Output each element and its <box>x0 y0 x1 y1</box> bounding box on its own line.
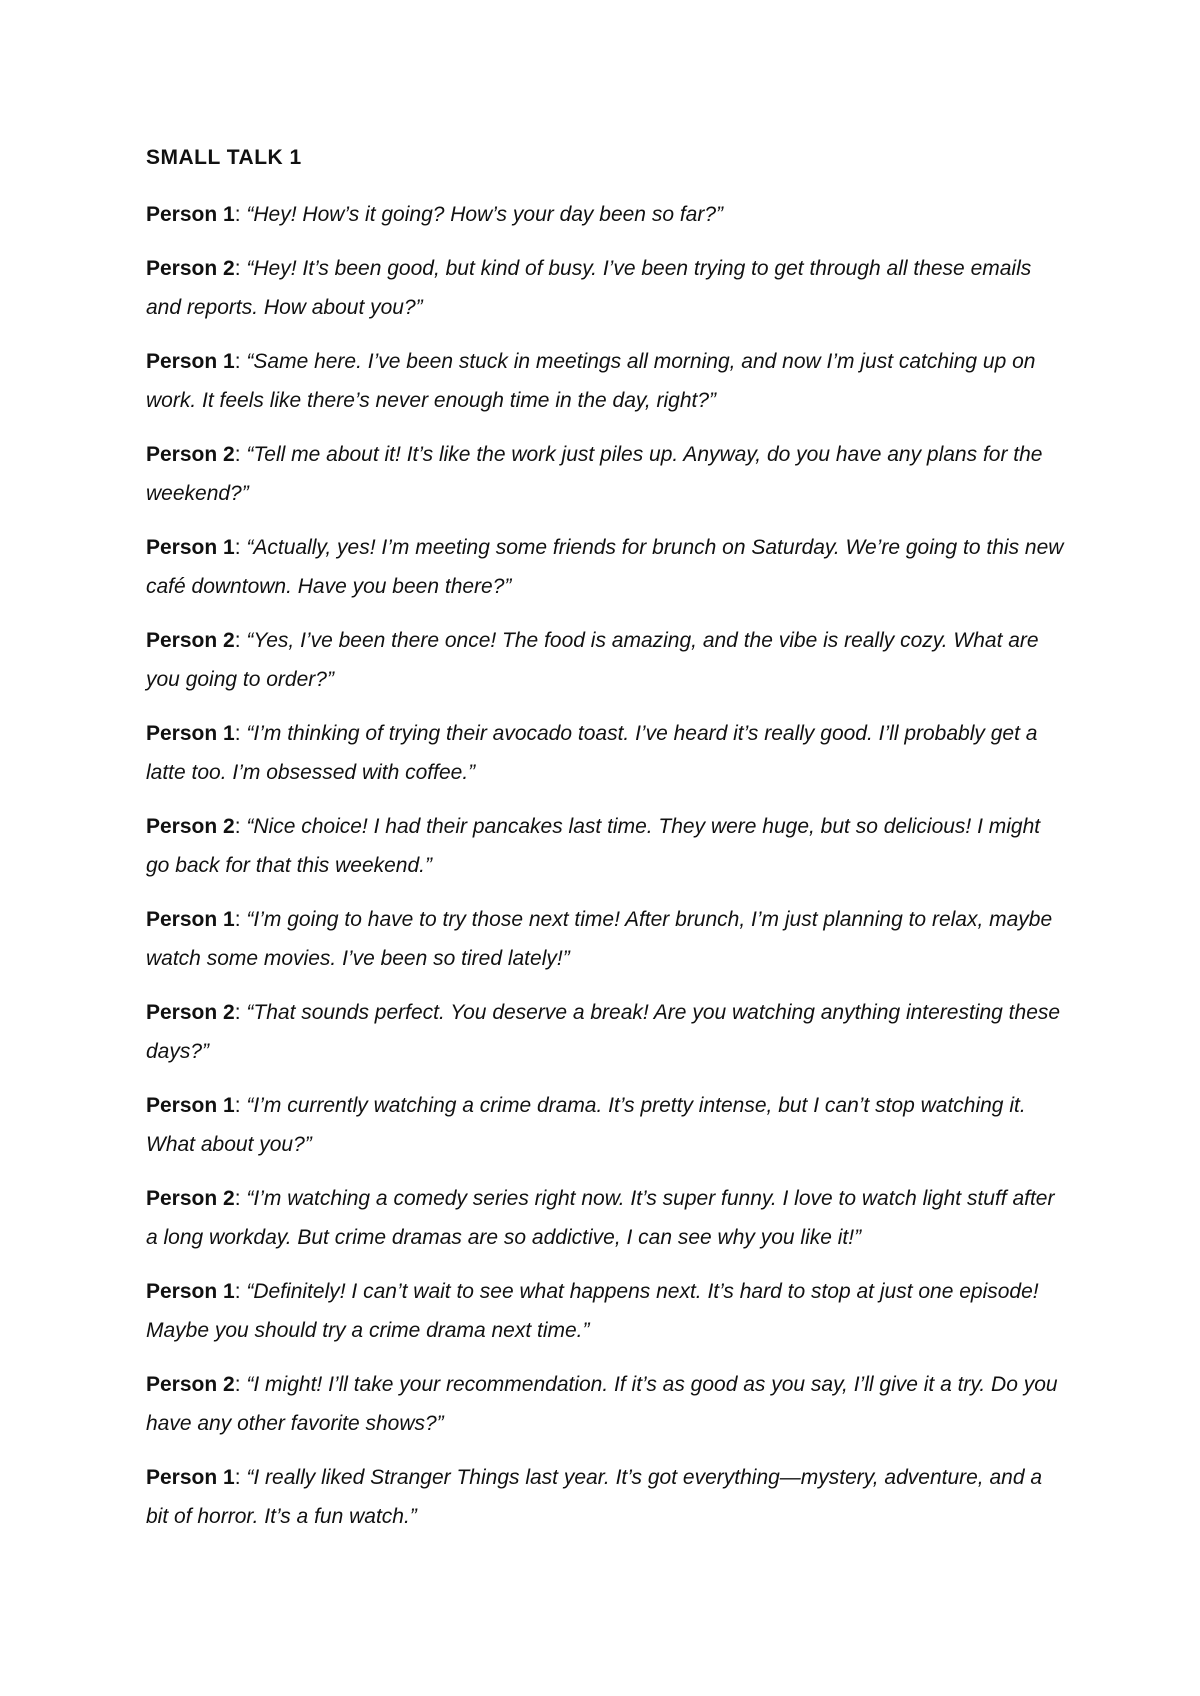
dialogue-turn: Person 1: “I’m currently watching a crime drama. It’s pretty intense, but I can’t stop watching it. What about you?” <box>146 1094 1026 1156</box>
dialogue-turn: Person 2: “Hey! It’s been good, but kind of busy. I’ve been trying to get through all these emails and reports. How about you?” <box>146 257 1032 319</box>
dialogue-text: “Tell me about it! It’s like the work just piles up. Anyway, do you have any plans for the weekend?” <box>146 443 1043 505</box>
dialogue-text: “Hey! How’s it going? How’s your day been so far?” <box>246 203 724 226</box>
speaker-name: Person 2 <box>146 443 235 466</box>
dialogue-text: “I’m watching a comedy series right now. It’s super funny. I love to watch light stuff after a long workday. But crime dramas are so addictive, I can see why you like it!” <box>146 1187 1055 1249</box>
speaker-name: Person 1 <box>146 350 235 373</box>
dialogue-turn: Person 1: “Actually, yes! I’m meeting some friends for brunch on Saturday. We’re going to this new café downtown. Have you been there?” <box>146 536 1064 598</box>
speaker-name: Person 2 <box>146 1187 235 1210</box>
speaker-name: Person 1 <box>146 1280 235 1303</box>
dialogue-turn: Person 1: “Hey! How’s it going? How’s your day been so far?” <box>146 203 724 226</box>
speaker-name: Person 1 <box>146 1094 235 1117</box>
dialogue-turn: Person 2: “Nice choice! I had their pancakes last time. They were huge, but so delicious! I might go back for that this weekend.” <box>146 815 1041 877</box>
dialogue-turn: Person 2: “Tell me about it! It’s like the work just piles up. Anyway, do you have any plans for the weekend?” <box>146 443 1043 505</box>
dialogue-text: “Actually, yes! I’m meeting some friends for brunch on Saturday. We’re going to this new café downtown. Have you been there?” <box>146 536 1064 598</box>
dialogue-turn: Person 1: “Same here. I’ve been stuck in meetings all morning, and now I’m just catching up on work. It feels like there’s never enough time in the day, right?” <box>146 350 1036 412</box>
speaker-name: Person 2 <box>146 257 235 280</box>
speaker-name: Person 2 <box>146 629 235 652</box>
dialogue-text: “I’m going to have to try those next time! After brunch, I’m just planning to relax, maybe watch some movies. I’ve been so tired lately!” <box>146 908 1053 970</box>
document-title: SMALL TALK 1 <box>146 146 302 169</box>
dialogue-text: “That sounds perfect. You deserve a break! Are you watching anything interesting these days?” <box>146 1001 1061 1063</box>
dialogue-text: “Same here. I’ve been stuck in meetings all morning, and now I’m just catching up on work. It feels like there’s never enough time in the day, right?” <box>146 350 1036 412</box>
dialogue-turn: Person 1: “I’m going to have to try those next time! After brunch, I’m just planning to relax, maybe watch some movies. I’ve been so tired lately!” <box>146 908 1053 970</box>
dialogue-text: “I might! I’ll take your recommendation. If it’s as good as you say, I’ll give it a try. Do you have any other favorite shows?” <box>146 1373 1058 1435</box>
speaker-name: Person 2 <box>146 1373 235 1396</box>
speaker-name: Person 1 <box>146 203 235 226</box>
speaker-name: Person 1 <box>146 722 235 745</box>
dialogue-turn: Person 2: “That sounds perfect. You deserve a break! Are you watching anything interesting these days?” <box>146 1001 1061 1063</box>
dialogue-text: “Yes, I’ve been there once! The food is amazing, and the vibe is really cozy. What are you going to order?” <box>146 629 1039 691</box>
dialogue-turn: Person 1: “Definitely! I can’t wait to see what happens next. It’s hard to stop at just one episode! Maybe you should try a crime drama next time.” <box>146 1280 1039 1342</box>
dialogue-text: “Nice choice! I had their pancakes last time. They were huge, but so delicious! I might go back for that this weekend.” <box>146 815 1041 877</box>
dialogue-text: “I’m currently watching a crime drama. It’s pretty intense, but I can’t stop watching it. What about you?” <box>146 1094 1026 1156</box>
dialogue-turn: Person 2: “Yes, I’ve been there once! The food is amazing, and the vibe is really cozy. What are you going to order?” <box>146 629 1039 691</box>
dialogue-text: “Hey! It’s been good, but kind of busy. I’ve been trying to get through all these emails and reports. How about you?” <box>146 257 1032 319</box>
speaker-name: Person 2 <box>146 1001 235 1024</box>
dialogue-text: “I’m thinking of trying their avocado toast. I’ve heard it’s really good. I’ll probably get a latte too. I’m obsessed with coffee.” <box>146 722 1038 784</box>
speaker-name: Person 1 <box>146 536 235 559</box>
dialogue-turn: Person 2: “I might! I’ll take your recommendation. If it’s as good as you say, I’ll give it a try. Do you have any other favorite shows?” <box>146 1373 1058 1435</box>
document-body <box>146 143 1066 1551</box>
dialogue-turn: Person 1: “I really liked Stranger Things last year. It’s got everything—mystery, adventure, and a bit of horror. It’s a fun watch.” <box>146 1466 1043 1528</box>
dialogue-text: “I really liked Stranger Things last year. It’s got everything—mystery, adventure, and a bit of horror. It’s a fun watch.” <box>146 1466 1043 1528</box>
dialogue-turn: Person 1: “I’m thinking of trying their avocado toast. I’ve heard it’s really good. I’ll probably get a latte too. I’m obsessed with coffee.” <box>146 722 1038 784</box>
dialogue-turn: Person 2: “I’m watching a comedy series right now. It’s super funny. I love to watch light stuff after a long workday. But crime dramas are so addictive, I can see why you like it!” <box>146 1187 1055 1249</box>
speaker-name: Person 1 <box>146 1466 235 1489</box>
dialogue-text: “Definitely! I can’t wait to see what happens next. It’s hard to stop at just one episode! Maybe you should try a crime drama next time.” <box>146 1280 1039 1342</box>
speaker-name: Person 1 <box>146 908 235 931</box>
speaker-name: Person 2 <box>146 815 235 838</box>
